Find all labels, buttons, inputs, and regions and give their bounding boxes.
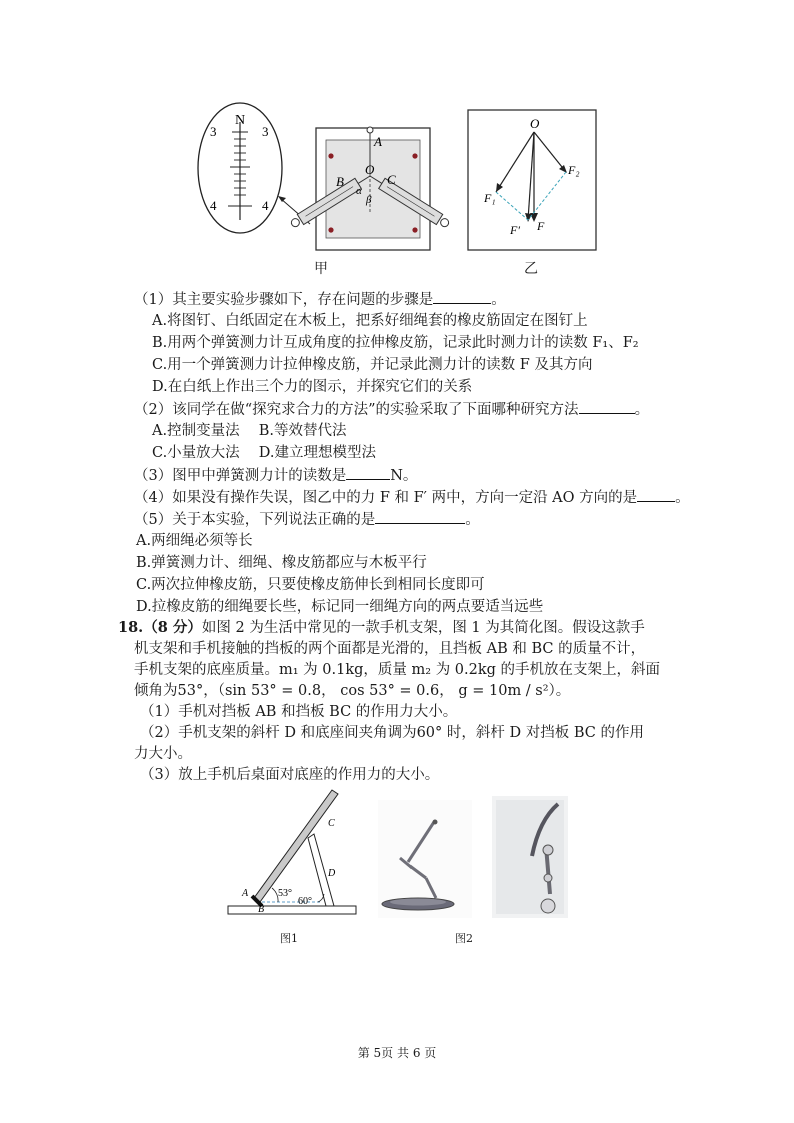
svg-text:α: α (356, 185, 362, 197)
answer-blank-1[interactable] (433, 289, 491, 304)
q17-part1: （1）其主要实验步骤如下，存在问题的步骤是 。 (134, 289, 506, 310)
figure-jia-yi (190, 102, 610, 277)
q17-opt5B: B.弹簧测力计、细绳、橡皮筋都应与木板平行 (136, 555, 427, 571)
svg-text:D: D (328, 868, 336, 879)
svg-text:F₂: F₂ (568, 163, 580, 177)
q18-number: 18. (118, 619, 144, 636)
figure-1-stand-diagram (222, 784, 372, 924)
q17-part4: （4）如果没有操作失误，图乙中的力 F 和 F′ 两中，方向一定沿 AO 方向的是 。 (134, 487, 690, 508)
svg-text:C: C (328, 818, 335, 829)
caption-figure-2: 图2 (455, 932, 473, 945)
spring-scale-magnified (198, 103, 282, 233)
svg-text:3: 3 (262, 124, 269, 139)
q17-stepD: D.在白纸上作出三个力的图示，并探究它们的关系 (152, 379, 473, 395)
svg-text:60°: 60° (298, 896, 312, 907)
svg-text:F: F (537, 219, 545, 233)
svg-text:F₁: F₁ (484, 191, 496, 205)
caption-yi: 乙 (524, 261, 538, 277)
answer-blank-5[interactable] (375, 509, 465, 524)
svg-text:B: B (336, 174, 344, 189)
page-footer: 第 5页 共 6 页 (357, 1046, 437, 1060)
figure-2-phone-stand-photo-a (378, 800, 472, 918)
q18-sub1: （1）手机对挡板 AB 和挡板 BC 的作用力大小。 (140, 704, 458, 720)
caption-jia: 甲 (314, 261, 328, 277)
q17-part5: （5）关于本实验，下列说法正确的是 。 (134, 509, 480, 530)
q17-stepA: A.将图钉、白纸固定在木板上，把系好细绳套的橡皮筋固定在图钉上 (152, 313, 588, 329)
svg-text:C: C (387, 172, 396, 187)
scale-unit-label: N (235, 113, 246, 128)
q18-sub3: （3）放上手机后桌面对底座的作用力的大小。 (140, 767, 440, 783)
q18-body: 18.（8 分）如图 2 为生活中常见的一款手机支架，图 1 为其简化图。假设这款手 机支架和手机接触的挡板的两个面都是光滑的，且挡板 AB 和 BC 的质量不计， 手机支架的底座质量。m₁ 为 0.1kg，质量 m₂ 为 0.2kg 的手机放在支架上，斜面 倾角为53°，（sin 53° = 0.8， cos 53° = 0.6， g = 10m / s²）。 （1）手机对挡板 AB 和挡板 BC 的作用力大小。 （2）手机支架的斜杆 D 和底座间夹角调为60° 时，斜杆 D 对挡板 BC 的作用 力大小。 （3）放上手机后桌面对底座的作用力的大小。 (118, 617, 678, 786)
q17-part3: （3）图甲中弹簧测力计的读数是 N。 (134, 465, 417, 486)
q17-stepC: C.用一个弹簧测力计拉伸橡皮筋，并记录此测力计的读数 F 及其方向 (152, 357, 593, 373)
q18-score: （8 分） (143, 619, 202, 636)
q17-opt5C: C.两次拉伸橡皮筋，只要使橡皮筋伸长到相同长度即可 (136, 577, 485, 593)
svg-text:F′: F′ (510, 223, 520, 237)
svg-text:O: O (365, 162, 375, 177)
q18-sub2: （2）手机支架的斜杆 D 和底座间夹角调为60° 时，斜杆 D 对挡板 BC 的作用 (140, 725, 644, 741)
svg-text:3: 3 (210, 124, 217, 139)
experiment-board (289, 127, 451, 250)
svg-text:A: A (242, 888, 249, 899)
caption-figure-1: 图1 (280, 932, 298, 945)
svg-text:4: 4 (262, 198, 269, 213)
q17-part2: （2）该同学在做“探究求合力的方法”的实验采取了下面哪种研究方法 。 (134, 399, 649, 420)
svg-text:B: B (258, 904, 265, 915)
svg-text:O: O (530, 116, 540, 131)
svg-text:53°: 53° (278, 888, 292, 899)
q17-stepB: B.用两个弹簧测力计互成角度的拉伸橡皮筋，记录此时测力计的读数 F₁、F₂ (152, 335, 639, 351)
svg-text:A: A (374, 134, 382, 149)
answer-blank-4[interactable] (637, 487, 675, 502)
svg-text:β: β (366, 194, 372, 206)
answer-blank-3[interactable] (346, 465, 390, 480)
figure-2-phone-stand-photo-b (492, 796, 568, 918)
q17-options2-row2: C.小量放大法 D.建立理想模型法 (152, 445, 377, 461)
svg-text:4: 4 (210, 198, 217, 213)
force-diagram-yi (468, 110, 596, 250)
answer-blank-2[interactable] (579, 399, 635, 414)
q17-opt5A: A.两细绳必须等长 (136, 533, 253, 549)
q17-options2-row1: A.控制变量法 B.等效替代法 (152, 423, 347, 439)
q17-opt5D: D.拉橡皮筋的细绳要长些，标记同一细绳方向的两点要适当远些 (136, 599, 544, 615)
